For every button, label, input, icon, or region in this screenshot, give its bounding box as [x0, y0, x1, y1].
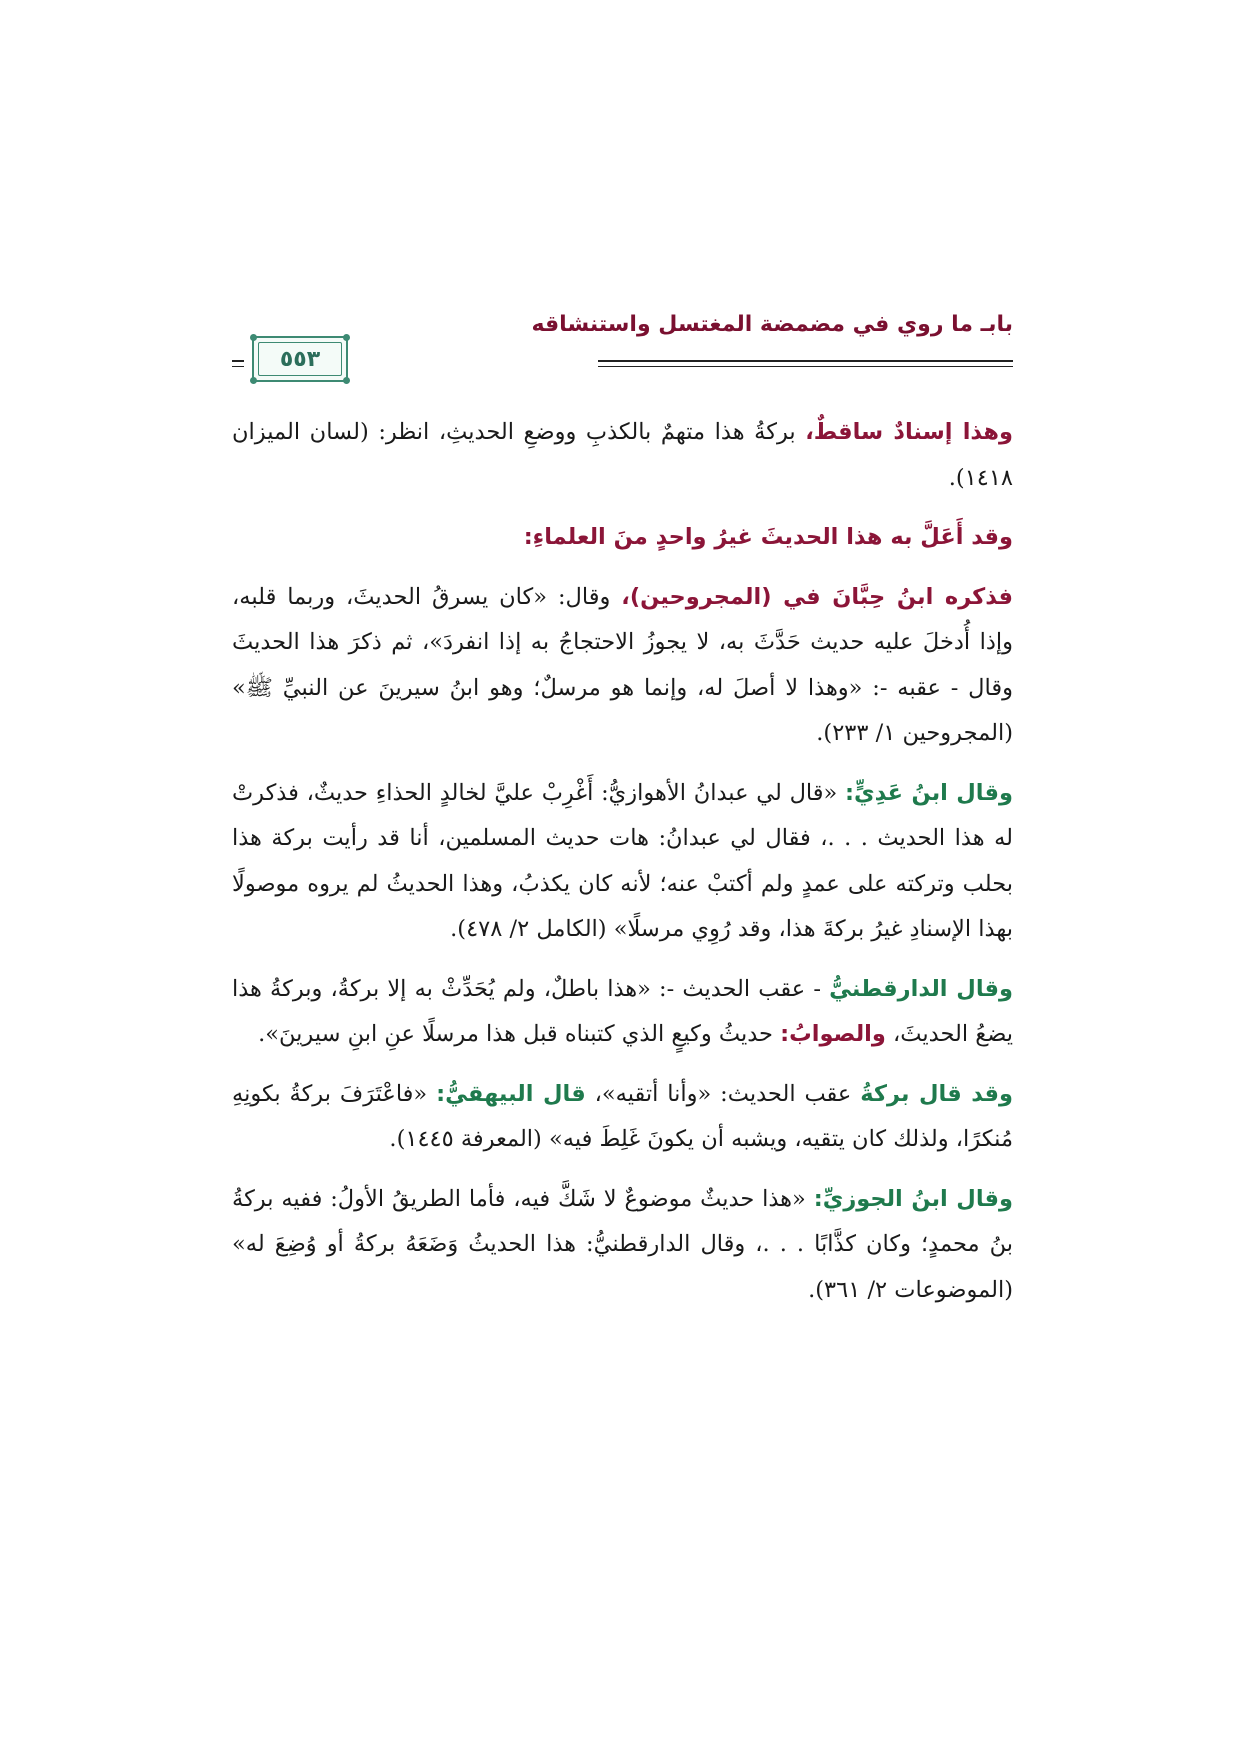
paragraph-lead: فذكره ابنُ حِبَّانَ في (المجروحين)، — [621, 583, 1013, 610]
paragraph-text: حديثُ وكيعٍ الذي كتبناه قبل هذا مرسلًا عنِ ابنِ سيرينَ». — [258, 1021, 781, 1047]
ornament-icon — [250, 377, 257, 384]
paragraph-text: «فاعْتَرَفَ بركةُ بكونِهِ مُنكرًا، ولذلك كان يتقيه، ويشبه أن يكونَ غَلِطَ فيه» (المعرفة ١٤٤٥). — [232, 1080, 1013, 1152]
paragraph-lead: وقال ابنُ الجوزيِّ: — [813, 1185, 1013, 1212]
header-rule — [232, 360, 244, 362]
ornament-icon — [250, 334, 257, 341]
paragraph-text: بركةُ هذا متهمٌ بالكذبِ ووضعِ الحديثِ، انظر: (لسان الميزان ١٤١٨). — [232, 419, 1013, 491]
paragraph-text: «قال لي عبدانُ الأهوازيُّ: أَغْرِبْ عليَّ لخالدٍ الحذاءِ حديثٌ، فذكرتْ له هذا الحديث . . .، فقال لي عبدانُ: هات حديث المسلمين، أنا قد رأيت بركة هذا بحلب وتركته على عمدٍ ولم أكتبْ عنه؛ لأنه كان يكذبُ، وهذا الحديثُ لم يروه موصولًا بهذا الإسنادِ غيرُ بركةَ هذا، وقد رُوِي مرسلًا» (الكامل ٢/ ٤٧٨). — [232, 779, 1013, 942]
paragraph — [232, 771, 1013, 953]
page-header — [232, 312, 1013, 382]
ornament-icon — [343, 334, 350, 341]
paragraph-lead: قال البيهقيُّ: — [436, 1080, 586, 1107]
page-number: ٥٥٣ — [258, 342, 342, 376]
highlight-term: والصوابُ: — [780, 1021, 886, 1047]
paragraph-lead: وقال الدارقطنيُّ — [829, 975, 1013, 1002]
paragraph-text: «هذا حديثٌ موضوعٌ لا شَكَّ فيه، فأما الطريقُ الأولُ: ففيه بركةُ بنُ محمدٍ؛ وكان كذَّابًا . . .، وقال الدارقطنيُّ: هذا الحديثُ وَضَعَهُ بركةُ أو وُضِعَ له» (الموضوعات ٢/ ٣٦١). — [232, 1185, 1013, 1303]
paragraph — [232, 1072, 1013, 1163]
chapter-title: بابـ ما روي في مضمضة المغتسل واستنشاقه — [531, 312, 1013, 337]
paragraph-text: عقب الحديث: «وأنا أتقيه»، — [585, 1080, 861, 1107]
paragraph-lead: وهذا إسنادٌ ساقطٌ، — [805, 419, 1013, 445]
paragraph — [232, 575, 1013, 757]
paragraph-lead: وقد قال بركةُ — [860, 1080, 1013, 1107]
paragraph — [232, 1177, 1013, 1314]
ornament-icon — [343, 377, 350, 384]
paragraph-text: وقال: «كان يسرقُ الحديثَ، وربما قلبه، وإذا أُدخلَ عليه حديث حَدَّثَ به، لا يجوزُ الاحتجاجُ به إذا انفردَ»، ثم ذكرَ هذا الحديثَ وقال - عقبه -: «وهذا لا أصلَ له، وإنما هو مرسلٌ؛ وهو ابنُ سيرينَ عن النبيِّ ﷺ» (المجروحين ١/ ٢٣٣). — [232, 583, 1013, 746]
section-heading: وقد أَعَلَّ به هذا الحديثَ غيرُ واحدٍ منَ العلماءِ: — [523, 524, 1013, 550]
header-rule — [598, 360, 1013, 362]
page-body — [232, 410, 1013, 1313]
paragraph — [232, 410, 1013, 501]
paragraph-text: - عقب الحديث -: «هذا باطلٌ، ولم يُحَدِّثْ به إلا بركةُ، وبركةُ هذا يضعُ الحديثَ، — [232, 975, 1013, 1047]
paragraph-lead: وقال ابنُ عَدِيٍّ: — [845, 779, 1013, 806]
page-number-badge — [252, 336, 348, 382]
header-rule — [598, 366, 1013, 367]
header-rule — [232, 366, 244, 367]
paragraph — [232, 967, 1013, 1058]
